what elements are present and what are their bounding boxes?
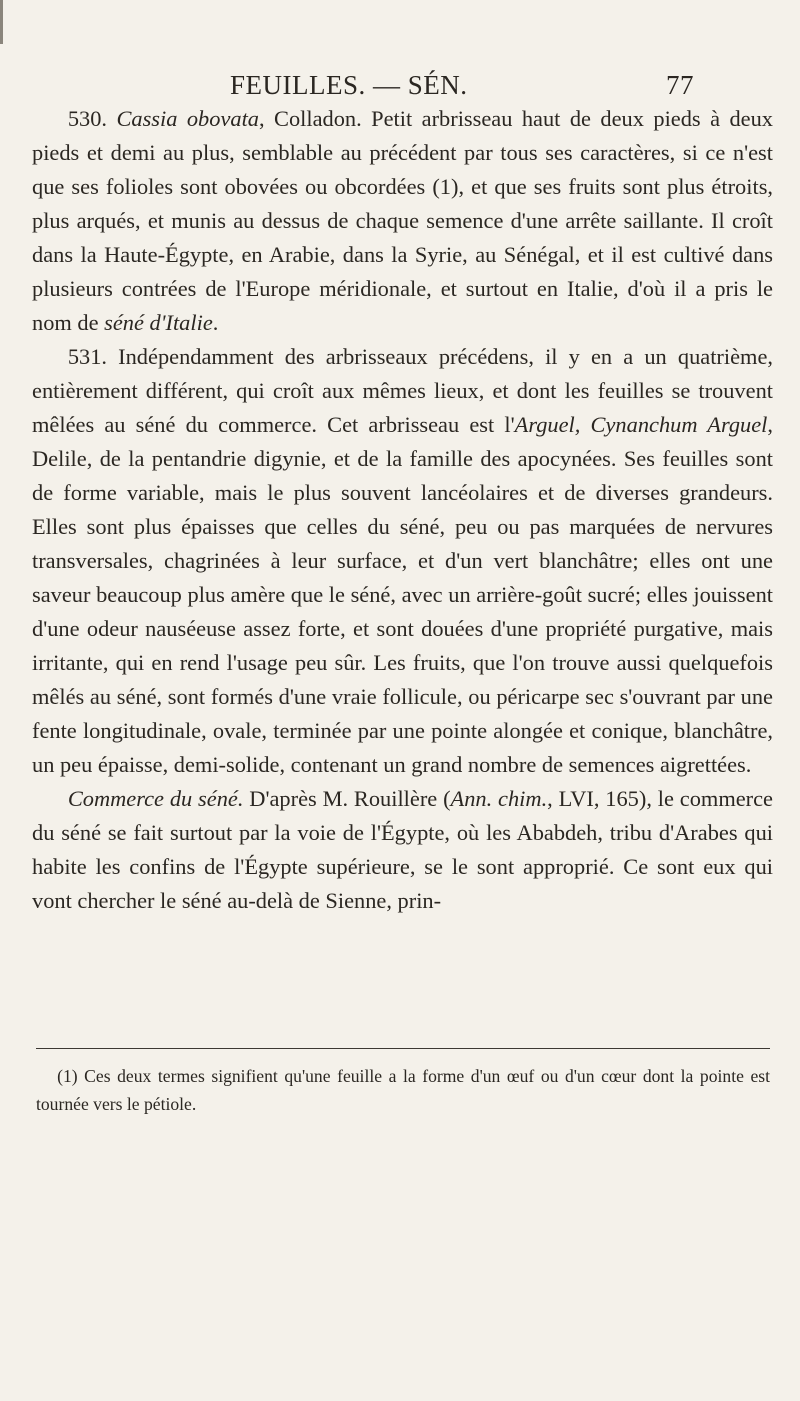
page-number: 77 [666,70,694,100]
paragraph-number: 531. [67,344,108,369]
paragraph-text: , Colladon. Petit arbrisseau haut de deux pieds à deux pieds et demi au plus, semblable au précédent par tous ses caractères, si ce n'est que ses folioles sont obovées ou obcordées (1), et que ses fruits sont plus étroits, plus arqués, et munis au dessus de chaque semence d'une arrête saillante. Il croît dans la Haute-Égypte, en Arabie, dans la Syrie, au Sénégal, et il est cultivé dans plusieurs contrées de l'Europe méridionale, et surtout en Italie, d'où il a pris le nom de [32,106,773,335]
paragraph-text: , LVI, 165), le commerce du séné se fait surtout par la voie de l'Égypte, où les Ababdeh, tribu d'Arabes qui habite les confins de l'Égypte supérieure, se le sont approprié. Ce sont eux qui vont chercher le séné au-delà de Sienne, prin- [32,786,773,913]
footnote-rule [36,1048,770,1049]
species-name: Cassia obovata [116,106,259,131]
body-text [32,102,773,918]
paragraph-text: . [212,310,219,335]
paragraph-text: D'après M. Rouillère ( [243,786,451,811]
page-edge-mark [0,0,3,44]
footnote: (1) Ces deux termes signifient qu'une feuille a la forme d'un œuf ou d'un cœur dont la pointe est tournée vers le pétiole. [36,1066,770,1114]
paragraph-text: , Delile, de la pentandrie digynie, et de la famille des apocynées. Ses feuilles sont de forme variable, mais le plus souvent lancéolaires et de diverses grandeurs. Elles sont plus épaisses que celles du séné, peu ou pas marquées de nervures transversales, chagrinées à leur surface, et d'un vert blanchâtre; elles ont une saveur beaucoup plus amère que le séné, avec un arrière-goût sucré; elles jouissent d'une odeur nauséeuse assez forte, et sont douées d'une propriété purgative, mais irritante, qui en rend l'usage peu sûr. Les fruits, que l'on trouve aussi quelquefois mêlés au séné, sont formés d'une vraie follicule, ou péricarpe sec s'ouvrant par une fente longitudinale, ovale, terminée par une pointe alongée et conique, blanchâtre, un peu épaisse, demi-solide, contenant un grand nombre de semences aigrettées. [32,412,773,777]
paragraph-commerce [32,782,773,918]
paragraph-text: Indépendamment des arbrisseaux précédens, il y en a un quatrième, entièrement différent, qui croît aux mêmes lieux, et dont les feuilles se trouvent mêlées au séné du commerce. Cet arbrisseau est l' [32,344,773,437]
page-header [30,70,770,106]
paragraph-531 [32,340,773,782]
citation: Ann. chim. [450,786,548,811]
paragraph-530 [32,102,773,340]
paragraph-number: 530. [67,106,108,131]
section-heading: Commerce du séné. [67,786,244,811]
running-title: FEUILLES. — SÉN. [230,70,468,100]
plant-name: Arguel, Cynanchum Arguel [514,412,768,437]
common-name: séné d'Italie [104,310,213,335]
